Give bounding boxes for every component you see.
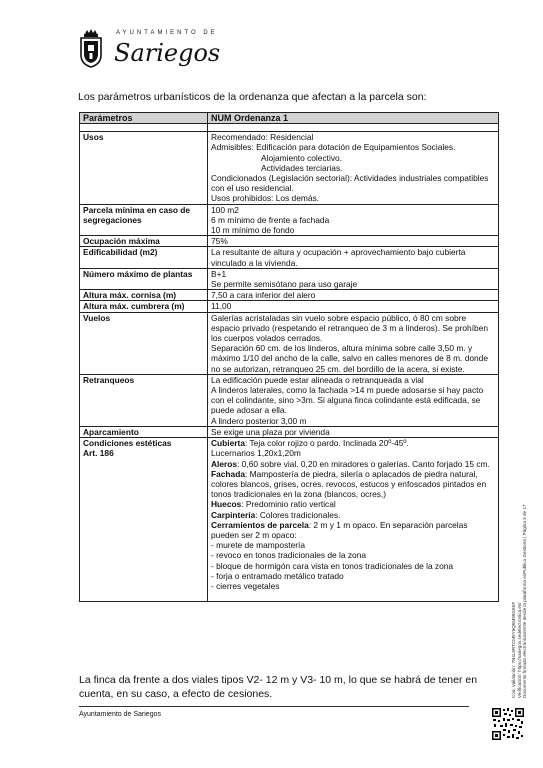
row-label: Número máximo de plantas <box>80 268 208 289</box>
parameters-table <box>79 112 499 602</box>
validation-code: Cód. Validación: 7N4L8RTCM8Y6Q6M99G5EF <box>511 601 516 698</box>
row-label: Vuelos <box>80 312 208 374</box>
header-parametros: Parámetros <box>80 113 208 124</box>
row-value: La resultante de altura y ocupación + aprovechamiento bajo cubierta vinculado a la vivienda. <box>208 247 499 268</box>
row-label: Retranqueos <box>80 374 208 426</box>
table-header <box>80 113 499 124</box>
fachada-key: Fachada <box>211 468 245 479</box>
cerramiento-item: - murete de mampostería <box>211 540 306 551</box>
footer-divider <box>79 706 469 707</box>
row-label <box>80 438 208 602</box>
carpinteria-value: : Colores tradicionales. <box>255 509 341 520</box>
blank-line <box>211 591 495 601</box>
cerramiento-item: - bloque de hormigón cara vista en tonos tradicionales de la zona <box>211 560 454 571</box>
usos-prohibidos: Usos prohibidos: Los demás. <box>211 193 319 204</box>
frontage-note: La finca da frente a dos viales tipos V2- 12 m y V3- 10 m, lo que se habrá de tener en cuenta, en su caso, a efecto de cesiones. <box>79 674 478 700</box>
huecos-key: Huecos <box>211 499 242 510</box>
row-value <box>208 268 499 289</box>
esteticas-articulo: Art. 186 <box>83 448 114 459</box>
parcela-fondo: 10 m mínimo de fondo <box>211 225 295 236</box>
carpinteria-key: Carpintería <box>211 509 256 520</box>
qr-code-icon <box>491 707 525 741</box>
cerramientos-key: Cerramientos de parcela <box>211 519 309 530</box>
retranqueos-posterior: A lindero posterior 3,00 m <box>211 415 307 426</box>
row-cornisa <box>80 290 499 301</box>
header-ordenanza: NUM Ordenanza 1 <box>208 113 499 124</box>
cerramiento-item: - forja o entramado metálico tratado <box>211 570 344 581</box>
cerramiento-item: - revoco en tonos tradicionales de la zona <box>211 550 367 561</box>
cubierta-value: : Teja color rojizo o pardo. Inclinada 20º-45º. <box>244 438 409 449</box>
row-value <box>208 438 499 602</box>
row-aparcamiento <box>80 426 499 437</box>
aleros-value: : 0,60 sobre vial. 0,20 en miradores o galerías. Canto forjado 15 cm. <box>237 458 490 469</box>
row-esteticas <box>80 438 499 602</box>
row-label: Ocupación máxima <box>80 236 208 247</box>
retranqueos-vial: La edificación puede estar alineada o retranqueada a vial <box>211 374 424 385</box>
row-value <box>208 204 499 236</box>
usos-alojamiento: Alojamiento colectivo. <box>261 152 342 163</box>
town-name: Sariegos <box>114 39 221 67</box>
row-value: 11,00 <box>208 301 499 312</box>
fachada-line <box>211 469 495 500</box>
row-label: Parcela mínima en caso de segregaciones <box>80 204 208 236</box>
row-value: Se exige una plaza por vivienda <box>208 426 499 437</box>
retranqueos-laterales: A linderos laterales, como la fachada >14 m puede adosarse si hay pacto con el colindante, sino >3m. Si alguna finca colindante está edificada, se puede adosar a ella. <box>211 385 484 416</box>
row-vuelos <box>80 312 499 374</box>
cerramiento-item: - cierres vegetales <box>211 580 280 591</box>
coat-of-arms-icon <box>78 28 104 68</box>
letterhead <box>78 26 278 76</box>
cubierta-key: Cubierta <box>211 438 245 449</box>
row-plantas <box>80 268 499 289</box>
row-value <box>208 132 499 204</box>
verification-url[interactable]: Verificación: https://sariegos.sedelectronica.es/ <box>516 602 522 698</box>
cerramientos-line <box>211 520 495 540</box>
huecos-value: : Predominio ratio vertical <box>241 499 336 510</box>
row-label: Altura máx. cornisa (m) <box>80 290 208 301</box>
row-label: Edificabilidad (m2) <box>80 247 208 268</box>
esteticas-label: Condiciones estéticas <box>83 438 172 449</box>
parcela-frente: 6 m mínimo de frente a fachada <box>211 214 330 225</box>
lucernarios-line: Lucernarios 1,20x1,20m <box>211 448 301 459</box>
cerramientos-value: : 2 m y 1 m opaco. En separación parcelas pueden ser 2 m opaco: <box>211 519 468 540</box>
usos-terciarias: Actividades terciarias. <box>261 162 343 173</box>
cubierta-line <box>211 438 495 448</box>
row-cumbrera <box>80 301 499 312</box>
row-parcela <box>80 204 499 236</box>
signature-note: Documento firmado electrónicamente desde la plataforma esPublico Gestiona | Página 3 de 17 <box>522 504 527 698</box>
row-value <box>208 374 499 426</box>
row-label: Usos <box>80 132 208 204</box>
parcela-superficie: 100 m2 <box>211 204 239 215</box>
vuelos-galerias: Galerías acristaladas sin vuelo sobre espacio público, ó 80 cm sobre espacio privado (respetando el retranqueo de 3 m a linderos). Se prohíben los cuerpos volados cerrados. <box>211 312 489 344</box>
huecos-line <box>211 499 495 509</box>
plantas-valor: B+1 <box>211 268 227 279</box>
row-usos <box>80 132 499 204</box>
aleros-line <box>211 459 495 469</box>
usos-condicionados: Condicionados (Legislación sectorial): Actividades industriales compatibles con el uso residencial. <box>211 173 489 194</box>
spacer-row <box>80 124 499 132</box>
vuelos-separacion: Separación 60 cm. de los linderos, altura mínima sobre calle 3,50 m. y máximo 1/10 del ancho de la calle, salvo en calles menores de 8 m. donde no se autorizan, retranqueo 25 cm. del bordillo de la acera, si existe. <box>211 343 489 374</box>
row-value <box>208 312 499 374</box>
intro-text: Los parámetros urbanísticos de la ordenanza que afectan a la parcela son: <box>78 91 427 103</box>
footer-text: Ayuntamiento de Sariegos <box>79 711 161 718</box>
usos-admisibles: Admisibles: Edificación para dotación de Equipamientos Sociales. <box>211 142 456 153</box>
row-value: 75% <box>208 236 499 247</box>
usos-recomendado: Recomendado: Residencial <box>211 132 314 143</box>
row-edificabilidad <box>80 247 499 268</box>
aleros-key: Aleros <box>211 458 238 469</box>
fachada-value: : Mampostería de piedra, silería o aplacados de piedra natural, colores blancos, grises, ocres. revocos, estucos y enfoscados pintados en tonos tradicionales en la zona (blancos, ocres,) <box>211 468 487 500</box>
carpinteria-line <box>211 510 495 520</box>
row-label: Altura máx. cumbrera (m) <box>80 301 208 312</box>
row-label: Aparcamiento <box>80 426 208 437</box>
plantas-semisotano: Se permite semisótano para uso garaje <box>211 279 358 290</box>
row-value: 7,50 a cara inferior del alero <box>208 290 499 301</box>
organization-label: AYUNTAMIENTO DE <box>116 30 218 36</box>
row-retranqueos <box>80 374 499 426</box>
validation-sidebar <box>511 505 528 698</box>
row-ocupacion <box>80 236 499 247</box>
